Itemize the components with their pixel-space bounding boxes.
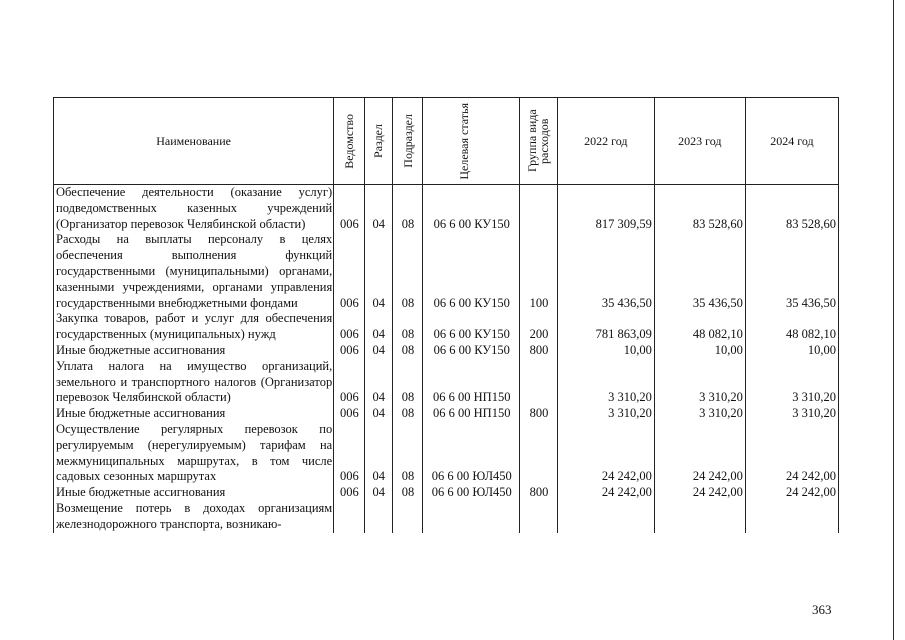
cell-v: 006 [334, 232, 364, 311]
cell-name: Иные бюджетные ассигнования [54, 485, 334, 501]
cell-r: 04 [364, 343, 392, 359]
cell-a: 781 863,09 [557, 311, 654, 343]
cell-name: Иные бюджетные ассигнования [54, 343, 334, 359]
cell-p: 08 [392, 311, 422, 343]
table-header-row [54, 98, 839, 185]
header-2024: 2024 год [745, 98, 838, 185]
cell-v: 006 [334, 422, 364, 485]
cell-name: Уплата налога на имущество организаций, земельного и транспортного налогов (Организатор перевозок Челябинской области) [54, 359, 334, 406]
cell-b: 83 528,60 [654, 185, 745, 233]
budget-table [53, 97, 839, 533]
page-number: 363 [812, 602, 832, 617]
cell-b: 48 082,10 [654, 311, 745, 343]
page-edge-line [893, 0, 894, 640]
cell-r: 04 [364, 359, 392, 406]
cell-b: 35 436,50 [654, 232, 745, 311]
cell-g [520, 185, 557, 233]
cell-t: 06 6 00 КУ150 [423, 185, 520, 233]
table-row [54, 422, 839, 485]
cell-r: 04 [364, 185, 392, 233]
cell-a: 817 309,59 [557, 185, 654, 233]
cell-c: 48 082,10 [745, 311, 838, 343]
cell-g [520, 501, 557, 533]
cell-c [745, 501, 838, 533]
cell-c: 3 310,20 [745, 406, 838, 422]
cell-c: 3 310,20 [745, 359, 838, 406]
cell-v: 006 [334, 185, 364, 233]
cell-t: 06 6 00 КУ150 [423, 232, 520, 311]
cell-v: 006 [334, 359, 364, 406]
cell-p: 08 [392, 359, 422, 406]
cell-p [392, 501, 422, 533]
cell-t: 06 6 00 НП150 [423, 406, 520, 422]
table-row [54, 311, 839, 343]
cell-r: 04 [364, 485, 392, 501]
cell-a: 10,00 [557, 343, 654, 359]
cell-t: 06 6 00 ЮЛ450 [423, 485, 520, 501]
cell-g: 800 [520, 485, 557, 501]
cell-a: 24 242,00 [557, 422, 654, 485]
cell-g [520, 422, 557, 485]
cell-v: 006 [334, 406, 364, 422]
cell-name: Обеспечение деятельности (оказание услуг) подведомственных казенных учреждений (Организатор перевозок Челябинской области) [54, 185, 334, 233]
header-podrazdel: Подраздел [392, 98, 422, 185]
header-name: Наименование [54, 98, 334, 185]
table-row [54, 485, 839, 501]
cell-b: 10,00 [654, 343, 745, 359]
cell-v [334, 501, 364, 533]
cell-c: 35 436,50 [745, 232, 838, 311]
cell-t: 06 6 00 ЮЛ450 [423, 422, 520, 485]
cell-name: Осуществление регулярных перевозок по регулируемым (нерегулируемым) тарифам на межмуниципальных маршрутах, в том числе садовых сезонных маршрутах [54, 422, 334, 485]
header-celevaya: Целевая статья [423, 98, 520, 185]
cell-r: 04 [364, 406, 392, 422]
header-razdel: Раздел [364, 98, 392, 185]
cell-r: 04 [364, 311, 392, 343]
cell-c: 10,00 [745, 343, 838, 359]
cell-b: 3 310,20 [654, 359, 745, 406]
cell-a: 24 242,00 [557, 485, 654, 501]
cell-r [364, 501, 392, 533]
cell-a: 35 436,50 [557, 232, 654, 311]
cell-name: Расходы на выплаты персоналу в целях обеспечения выполнения функций государственными (муниципальными) органами, казенными учреждениями, органами управления государственными внебюджетными фондами [54, 232, 334, 311]
table-row [54, 232, 839, 311]
table-row [54, 359, 839, 406]
cell-name: Иные бюджетные ассигнования [54, 406, 334, 422]
header-2022: 2022 год [557, 98, 654, 185]
table-row [54, 501, 839, 533]
cell-c: 24 242,00 [745, 422, 838, 485]
cell-t: 06 6 00 КУ150 [423, 343, 520, 359]
cell-g: 800 [520, 406, 557, 422]
header-gruppa: Группа вида расходов [520, 98, 557, 185]
cell-b: 3 310,20 [654, 406, 745, 422]
cell-a [557, 501, 654, 533]
cell-p: 08 [392, 343, 422, 359]
cell-p: 08 [392, 406, 422, 422]
cell-b: 24 242,00 [654, 485, 745, 501]
cell-v: 006 [334, 311, 364, 343]
table-row [54, 343, 839, 359]
cell-p: 08 [392, 422, 422, 485]
cell-v: 006 [334, 343, 364, 359]
cell-p: 08 [392, 232, 422, 311]
header-2023: 2023 год [654, 98, 745, 185]
header-vedomstvo: Ведомство [334, 98, 364, 185]
cell-g [520, 359, 557, 406]
cell-v: 006 [334, 485, 364, 501]
cell-a: 3 310,20 [557, 406, 654, 422]
cell-p: 08 [392, 185, 422, 233]
cell-a: 3 310,20 [557, 359, 654, 406]
cell-c: 24 242,00 [745, 485, 838, 501]
cell-g: 200 [520, 311, 557, 343]
cell-g: 800 [520, 343, 557, 359]
cell-g: 100 [520, 232, 557, 311]
cell-t: 06 6 00 НП150 [423, 359, 520, 406]
cell-name: Закупка товаров, работ и услуг для обеспечения государственных (муниципальных) нужд [54, 311, 334, 343]
cell-t [423, 501, 520, 533]
cell-b [654, 501, 745, 533]
cell-name: Возмещение потерь в доходах организациям железнодорожного транспорта, возникаю- [54, 501, 334, 533]
cell-r: 04 [364, 422, 392, 485]
cell-r: 04 [364, 232, 392, 311]
cell-p: 08 [392, 485, 422, 501]
cell-b: 24 242,00 [654, 422, 745, 485]
table-row [54, 185, 839, 233]
table-row [54, 406, 839, 422]
cell-c: 83 528,60 [745, 185, 838, 233]
cell-t: 06 6 00 КУ150 [423, 311, 520, 343]
